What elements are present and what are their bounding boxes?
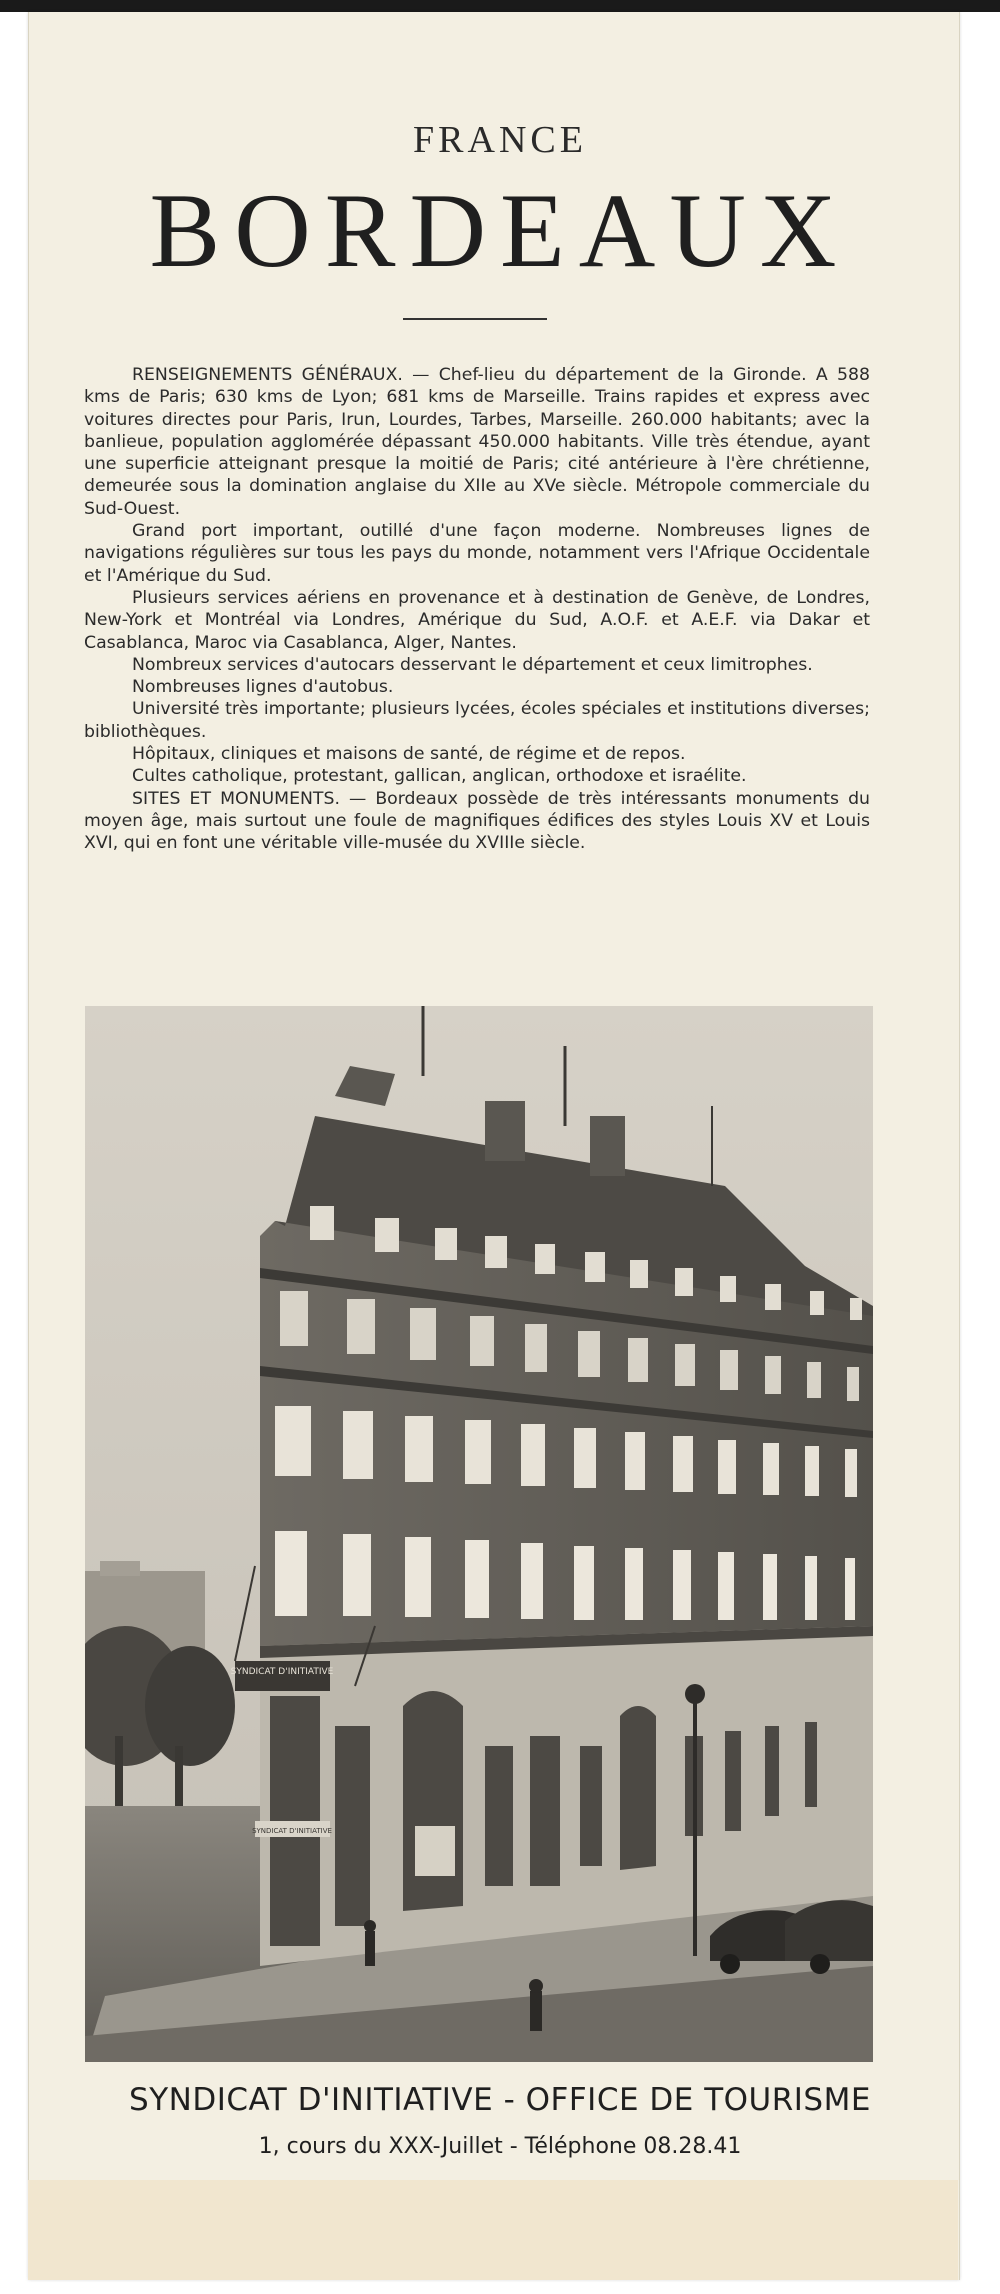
country-heading: FRANCE <box>413 119 587 161</box>
paragraph-religions: Cultes catholique, protestant, gallican, anglican, orthodoxe et israélite. <box>132 766 747 787</box>
paragraph-port: Grand port important, outillé d'une façon moderne. Nombreuses lignes de navigations régulières sur tous les pays du monde, notamment vers l'Afrique Occidentale et l'Amérique du Sud. <box>84 521 870 586</box>
paragraph-air-services: Plusieurs services aériens en provenance et à destination de Genève, de Londres, New-York et Montréal via Londres, Amérique du Sud, A.O.F. et A.E.F. via Dakar et Casablanca, Maroc via Casablanca, Alger, Nantes. <box>84 587 870 653</box>
building-photograph <box>85 1006 873 2062</box>
paragraph-general: RENSEIGNEMENTS GÉNÉRAUX. — Chef-lieu du département de la Gironde. A 588 kms de Paris; 630 kms de Lyon; 681 kms de Marseille. Trains rapides et express avec voitures directes pour Paris, Irun, Lourdes, Tarbes, Marseille. 260.000 habitants; avec la banlieue, population agglomérée dépassant 450.000 habitants. Ville très étendue, ayant une superficie atteignant presque la moitié de Paris; cité antérieure à l'ère chrétienne, demeurée sous la domination anglaise du XIIe au XVe siècle. Métropole commerciale du Sud-Ouest. <box>84 365 870 519</box>
paragraph-sites-monuments: SITES ET MONUMENTS. — Bordeaux possède de très intéressants monuments du moyen âge, mais surtout une foule de magnifiques édifices des styles Louis XV et Louis XVI, qui en font une véritable ville-musée du XVIIIe siècle. <box>84 788 870 854</box>
building-photo-drawing <box>85 1006 873 2062</box>
city-title: BORDEAUX <box>149 172 851 289</box>
paragraph-buses: Nombreuses lignes d'autobus. <box>132 677 394 698</box>
general-information-text <box>84 364 870 855</box>
sign-lower: SYNDICAT D'INITIATIVE <box>252 1827 332 1835</box>
paragraph-coaches: Nombreux services d'autocars desservant le département et ceux limitrophes. <box>132 654 813 675</box>
tourist-office-address: 1, cours du XXX-Juillet - Téléphone 08.28.41 <box>258 2134 742 2159</box>
paragraph-university: Université très importante; plusieurs lycées, écoles spéciales et institutions diverses; bibliothèques. <box>84 699 870 742</box>
paper-bottom-tint <box>28 2180 958 2280</box>
title-divider <box>403 318 547 320</box>
paragraph-hospitals: Hôpitaux, cliniques et maisons de santé, de régime et de repos. <box>132 744 686 765</box>
sign-upper: SYNDICAT D'INITIATIVE <box>230 1667 334 1677</box>
top-scan-edge <box>0 0 1000 12</box>
tourist-office-name: SYNDICAT D'INITIATIVE - OFFICE DE TOURISME <box>129 2082 871 2118</box>
